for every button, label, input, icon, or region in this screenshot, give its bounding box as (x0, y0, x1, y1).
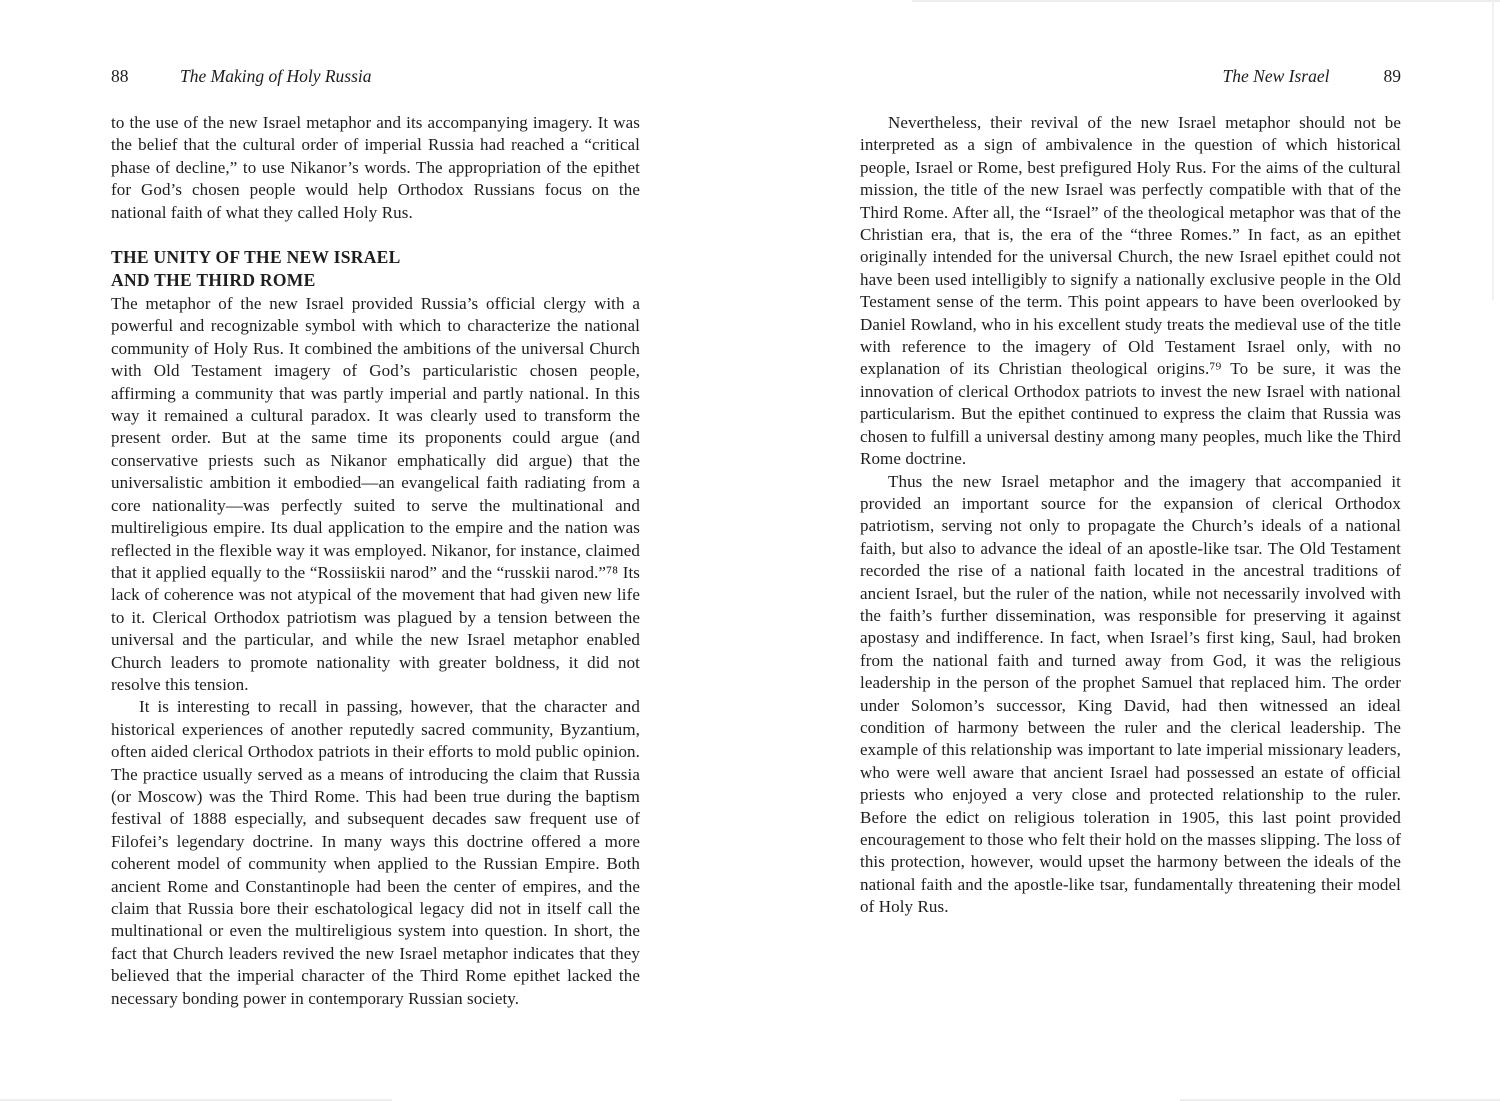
running-title-left: The Making of Holy Russia (180, 66, 372, 86)
paragraph: The metaphor of the new Israel provided Russia’s official clergy with a powerful and recognizable symbol with which to characterize the national community of Holy Rus. It combined the ambitions of the universal Church with Old Testament imagery of God’s particularistic chosen people, affirming a community that was partly imperial and partly national. In this way it remained a cultural paradox. It was clearly used to transform the present order. But at the same time its proponents could argue (and conservative priests such as Nikanor emphatically did argue) that the universalistic ambition it embodied—an evangelical faith radiating from a core nationality—was perfectly suited to serve the multinational and multireligious empire. Its dual application to the empire and the nation was reflected in the flexible way it was employed. Nikanor, for instance, claimed that it applied equally to the “Rossiiskii narod” and the “russkii narod.”⁷⁸ Its lack of coherence was not atypical of the movement that had given new life to it. Clerical Orthodox patriotism was plagued by a tension between the universal and the particular, and while the new Israel metaphor enabled Church leaders to promote nationality with greater boldness, it did not resolve this tension. (111, 294, 640, 694)
page-number-right: 89 (1383, 66, 1401, 86)
paragraph: Thus the new Israel metaphor and the imagery that accompanied it provided an important source for the expansion of clerical Orthodox patriotism, serving not only to propagate the Church’s ideals of a national faith, but also to advance the ideal of an apostle-like tsar. The Old Testament recorded the rise of a national faith located in the ancestral traditions of ancient Israel, but the ruler of the nation, while not necessarily involved with the faith’s further dissemination, was responsible for preserving it against apostasy and indifference. In fact, when Israel’s first king, Saul, had broken from the national faith and turned away from God, it was the religious leadership in the person of the prophet Samuel that replaced him. The order under Solomon’s successor, King David, had then witnessed an ideal condition of harmony between the ruler and the clerical leadership. The example of this relationship was important to late imperial missionary leaders, who were well aware that ancient Israel had possessed an estate of official priests who enjoyed a very close and protected relationship to the ruler. Before the edict on religious toleration in 1905, this last point provided encouragement to those who felt their hold on the masses slipping. The loss of this protection, however, would upset the harmony between the ideals of the national faith and the apostle-like tsar, fundamentally threatening their model of Holy Rus. (860, 471, 1401, 917)
page-number-left: 88 (111, 66, 129, 86)
paragraph-continuation: to the use of the new Israel metaphor and its accompanying imagery. It was the belief that the cultural order of imperial Russia had reached a “critical phase of decline,” to use Nikanor’s words. The appropriation of the epithet for God’s chosen people would help Orthodox Russians focus on the national faith of what they called Holy Rus. (111, 113, 640, 222)
running-header-right (860, 66, 1401, 88)
section-heading-line-2: AND THE THIRD ROME (111, 270, 316, 291)
page-left (111, 66, 640, 1010)
scan-edge-artifact-right (1492, 0, 1494, 300)
paragraph: Nevertheless, their revival of the new Israel metaphor should not be interpreted as a sign of ambivalence in the question of which historical people, Israel or Rome, best prefigured Holy Rus. For the aims of the cultural mission, the title of the new Israel was perfectly compatible with that of the Third Rome. After all, the “Israel” of the theological metaphor was that of the Christian era, that is, the era of the “three Romes.” In fact, as an epithet originally intended for the universal Church, the new Israel epithet could not have been used intelligibly to signify a nationally exclusive people in the Old Testament sense of the term. This point appears to have been overlooked by Daniel Rowland, who in his excellent study treats the medieval use of the title with reference to the imagery of Old Testament Israel only, with no explanation of its Christian theological origins.⁷⁹ To be sure, it was the innovation of clerical Orthodox patriots to invest the new Israel with national particularism. But the epithet continued to express the claim that Russia was chosen to fulfill a universal destiny among many peoples, much like the Third Rome doctrine. (860, 113, 1401, 469)
page-body-right (860, 112, 1401, 919)
running-title-right: The New Israel (1222, 66, 1330, 86)
page-body-left (111, 112, 640, 1010)
scan-edge-artifact-top (912, 0, 1500, 2)
page-right (860, 66, 1401, 919)
section-heading (111, 246, 640, 292)
running-header-left (111, 66, 640, 88)
section-heading-line-1: THE UNITY OF THE NEW ISRAEL (111, 247, 401, 268)
paragraph: It is interesting to recall in passing, however, that the character and historical experiences of another reputedly sacred community, Byzantium, often aided clerical Orthodox patriots in their efforts to mold public opinion. The practice usually served as a means of introducing the claim that Russia (or Moscow) was the Third Rome. This had been true during the baptism festival of 1888 especially, and subsequent decades saw frequent use of Filofei’s legendary doctrine. In many ways this doctrine offered a more coherent model of community when applied to the Russian Empire. Both ancient Rome and Constantinople had been the center of empires, and the claim that Russia bore their eschatological legacy did not in itself call the multinational or even the multireligious system into question. In short, the fact that Church leaders revived the new Israel metaphor indicates that they believed that the imperial character of the Third Rome epithet lacked the necessary bonding power in contemporary Russian society. (111, 697, 640, 1008)
